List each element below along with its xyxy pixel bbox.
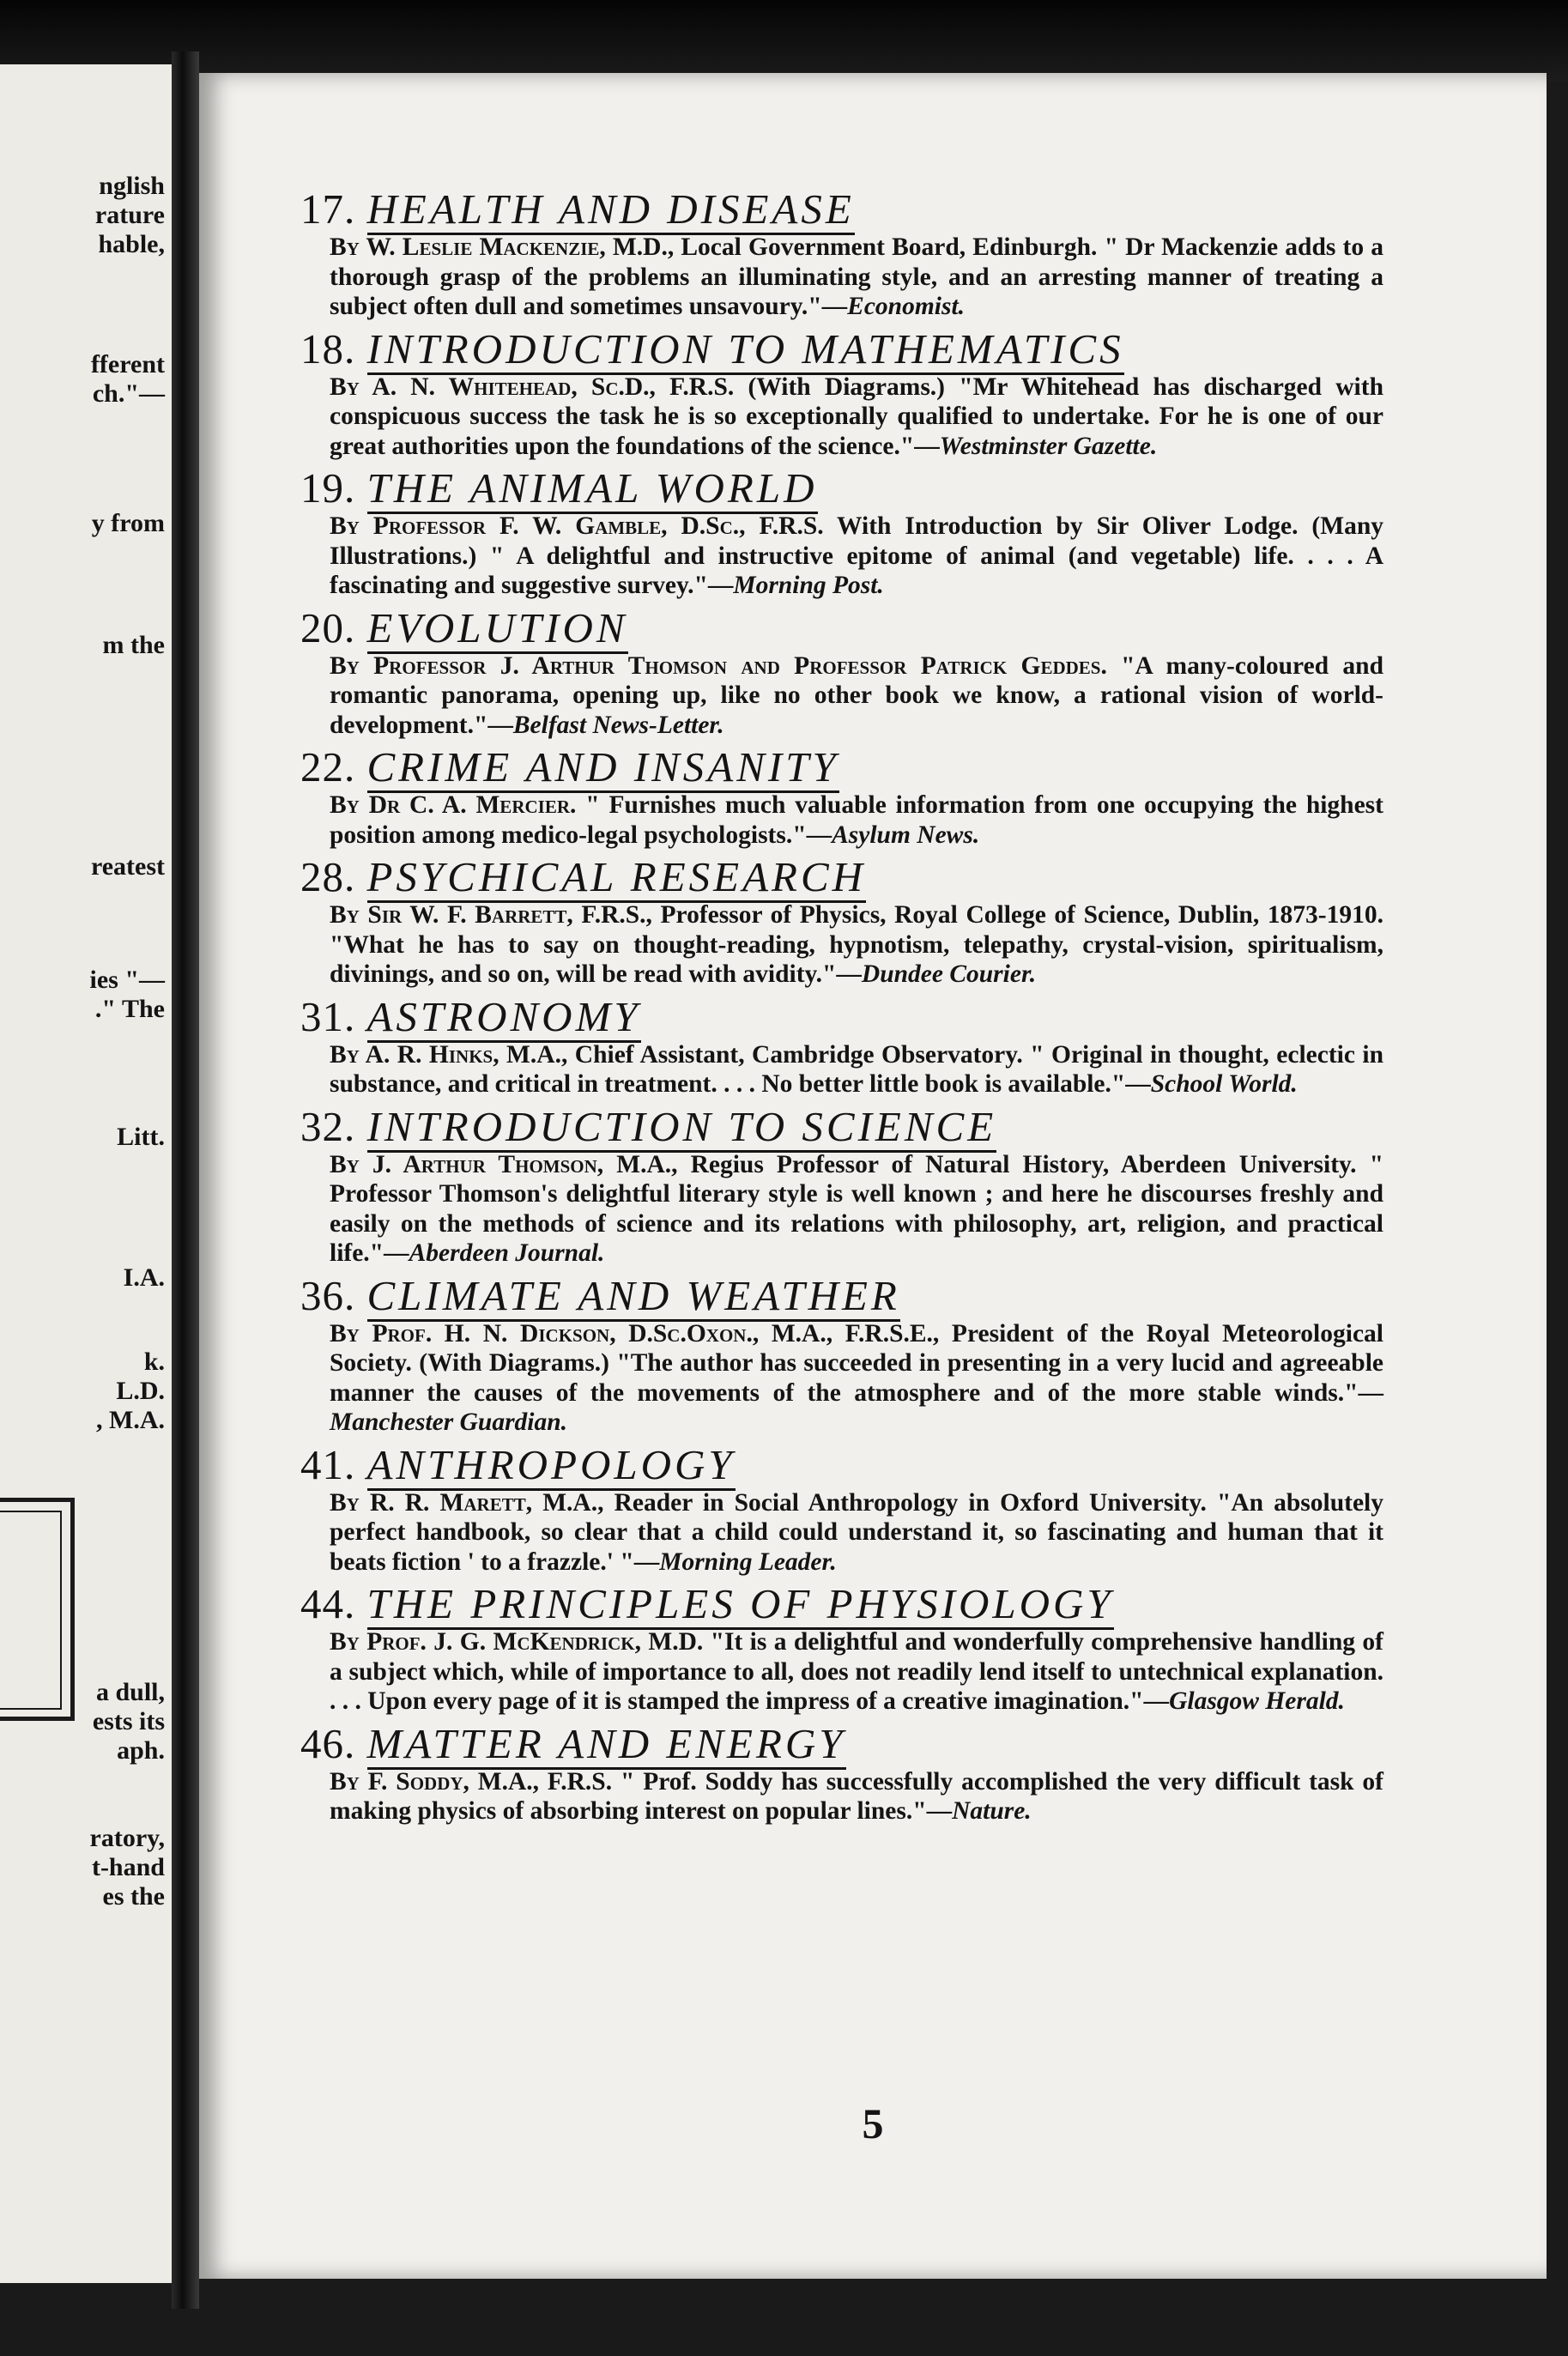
left-page-line: ." The xyxy=(94,995,165,1023)
book-gutter xyxy=(172,51,199,2309)
entry-heading xyxy=(300,186,1383,233)
entry-number: 18. xyxy=(300,324,356,372)
left-page-ornament-box xyxy=(0,1498,75,1721)
entry-author: By Prof. H. N. Dickson, D.Sc.Oxon., M.A., F.R.S.E., xyxy=(330,1319,940,1348)
entry-author: By Sir W. F. Barrett, F.R.S., xyxy=(330,901,652,929)
entry-title: PSYCHICAL RESEARCH xyxy=(367,853,867,903)
entry-description xyxy=(330,1627,1383,1717)
catalogue-entry xyxy=(300,1581,1383,1717)
left-page-line: y from xyxy=(91,509,165,537)
entry-author: By F. Soddy, M.A., F.R.S. xyxy=(330,1767,613,1796)
entry-review-source: School World. xyxy=(1150,1070,1298,1098)
left-page-line: ests its xyxy=(92,1707,165,1735)
catalogue-entry xyxy=(300,326,1383,462)
entry-review-text: Professor of Physics, Royal College of Science, Dublin, 1873-1910. "What he has to say on thought-reading, hypnotism, telepathy, crystal-vision, spiritualism, divinings, and so on, will be read with avidity."— xyxy=(330,901,1383,988)
entry-heading xyxy=(300,1104,1383,1150)
entry-description xyxy=(330,1488,1383,1578)
left-page-line: m the xyxy=(102,631,165,659)
entry-number: 28. xyxy=(300,853,356,900)
entry-number: 36. xyxy=(300,1271,356,1319)
catalogue-entry xyxy=(300,605,1383,741)
entry-author: By Professor F. W. Gamble, D.Sc., F.R.S. xyxy=(330,512,824,540)
left-page-ornament-inner xyxy=(0,1511,62,1710)
entry-heading xyxy=(300,465,1383,512)
entry-title: CRIME AND INSANITY xyxy=(367,743,839,793)
entry-review-text: "It is a delightful and wonderfully comprehensive handling of a subject which, while of importance to all, does not readily lend itself to untechnical explanation. . . . Upon every page of it is stamped the impress of a creative imagination."— xyxy=(330,1628,1383,1715)
entry-description xyxy=(330,651,1383,741)
catalogue-entry xyxy=(300,186,1383,322)
left-page-line: reatest xyxy=(90,852,165,881)
entry-heading xyxy=(300,994,1383,1040)
entry-number: 22. xyxy=(300,743,356,790)
entry-review-text: With Introduction by Sir Oliver Lodge. (Many Illustrations.) " A delightful and instructive epitome of animal (and vegetable) life. . . . A fascinating and suggestive survey."— xyxy=(330,512,1383,599)
catalogue-entry xyxy=(300,994,1383,1099)
entry-description xyxy=(330,372,1383,462)
catalogue-entry xyxy=(300,854,1383,990)
entry-review-source: Asylum News. xyxy=(832,821,980,849)
left-page-line: Litt. xyxy=(117,1123,165,1151)
entry-title: ASTRONOMY xyxy=(367,993,641,1043)
entry-review-text: "A many-coloured and romantic panorama, opening up, like no other book we know, a rational vision of world-development."— xyxy=(330,651,1383,739)
left-page-line: a dull, xyxy=(95,1678,165,1706)
entry-author: By Prof. J. G. McKendrick, M.D. xyxy=(330,1628,704,1656)
entry-description xyxy=(330,233,1383,322)
left-page-line: es the xyxy=(102,1882,165,1911)
entry-description xyxy=(330,900,1383,990)
entry-heading xyxy=(300,854,1383,900)
left-page-line: L.D. xyxy=(116,1377,165,1405)
entry-review-source: Manchester Guardian. xyxy=(330,1408,568,1436)
left-page-line: rature xyxy=(94,201,165,229)
left-page-line: ratory, xyxy=(89,1824,165,1852)
entry-heading xyxy=(300,744,1383,790)
entry-title: INTRODUCTION TO SCIENCE xyxy=(367,1103,997,1153)
entry-heading xyxy=(300,1273,1383,1319)
catalogue-entry xyxy=(300,1273,1383,1438)
entry-author: By Dr C. A. Mercier. xyxy=(330,791,577,819)
entry-review-source: Glasgow Herald. xyxy=(1169,1687,1345,1715)
entry-review-text: " Prof. Soddy has successfully accomplished the very difficult task of making physics of absorbing interest on popular lines."— xyxy=(330,1767,1383,1825)
entry-review-text: President of the Royal Meteorological Society. (With Diagrams.) "The author has succeeded in presenting in a very lucid and agreeable manner the causes of the movements of the atmosphere and of the more stable winds."— xyxy=(330,1319,1383,1407)
entry-review-source: Economist. xyxy=(847,293,966,320)
entry-description xyxy=(330,790,1383,850)
entry-review-text: Reader in Social Anthropology in Oxford University. "An absolutely perfect handbook, so clear that a child could understand it, so fascinating and human that it beats fiction ' to a frazzle.' "— xyxy=(330,1488,1383,1576)
entry-title: THE PRINCIPLES OF PHYSIOLOGY xyxy=(367,1580,1114,1630)
entry-author: By A. R. Hinks, M.A., xyxy=(330,1040,568,1069)
entry-number: 44. xyxy=(300,1580,356,1627)
entry-heading xyxy=(300,1442,1383,1488)
entry-heading xyxy=(300,605,1383,651)
entry-title: HEALTH AND DISEASE xyxy=(367,185,855,235)
left-page-line: ch."— xyxy=(92,379,165,408)
left-page-fragment xyxy=(0,64,172,2283)
entry-review-source: Dundee Courier. xyxy=(861,960,1037,988)
entry-author: By J. Arthur Thomson, M.A., xyxy=(330,1150,678,1178)
left-page-line: ies "— xyxy=(89,966,165,994)
entry-review-source: Belfast News-Letter. xyxy=(512,711,724,739)
entry-title: ANTHROPOLOGY xyxy=(367,1441,736,1491)
catalogue-entry xyxy=(300,465,1383,601)
entry-number: 32. xyxy=(300,1102,356,1150)
entry-review-source: Westminster Gazette. xyxy=(939,432,1158,460)
entry-number: 20. xyxy=(300,603,356,651)
catalogue-entry xyxy=(300,1442,1383,1578)
entry-review-source: Aberdeen Journal. xyxy=(409,1239,605,1267)
entry-number: 31. xyxy=(300,992,356,1040)
entry-author: By W. Leslie Mackenzie, M.D., xyxy=(330,233,675,261)
entry-heading xyxy=(300,1721,1383,1767)
entry-heading xyxy=(300,1581,1383,1627)
left-page-line: fferent xyxy=(90,350,165,379)
left-page-line: hable, xyxy=(98,230,165,258)
entry-number: 17. xyxy=(300,185,356,233)
catalogue-entry xyxy=(300,1721,1383,1826)
left-page-line: aph. xyxy=(117,1736,165,1765)
entry-description xyxy=(330,1150,1383,1269)
entry-description xyxy=(330,1040,1383,1099)
scan-top-edge xyxy=(0,0,1568,82)
catalogue-entry xyxy=(300,744,1383,850)
entry-title: MATTER AND ENERGY xyxy=(367,1720,846,1770)
entry-title: INTRODUCTION TO MATHEMATICS xyxy=(367,325,1124,375)
entry-review-text: Regius Professor of Natural History, Aberdeen University. " Professor Thomson's delightful literary style is well known ; and here he discourses freshly and easily on the methods of science and its relations with philosophy, art, religion, and practical life."— xyxy=(330,1150,1384,1267)
entry-title: CLIMATE AND WEATHER xyxy=(367,1272,900,1322)
left-page-line: I.A. xyxy=(123,1263,165,1292)
entry-description xyxy=(330,512,1383,601)
entry-author: By R. R. Marett, M.A., xyxy=(330,1488,604,1517)
entry-review-source: Morning Leader. xyxy=(659,1547,837,1576)
entry-number: 46. xyxy=(300,1719,356,1767)
catalogue-list xyxy=(300,186,1383,1831)
left-page-line: t-hand xyxy=(91,1853,165,1881)
entry-heading xyxy=(300,326,1383,372)
entry-author: By A. N. Whitehead, Sc.D., F.R.S. xyxy=(330,372,735,401)
entry-review-text: (With Diagrams.) "Mr Whitehead has discharged with conspicuous success the task he is so exceptionally qualified to undertake. For he is one of our great authorities upon the foundations of the science."— xyxy=(330,372,1383,460)
left-page-line: nglish xyxy=(99,172,165,200)
entry-review-text: Local Government Board, Edinburgh. " Dr Mackenzie adds to a thorough grasp of the problems an illuminating style, and an arresting manner of treating a subject often dull and sometimes unsavoury."— xyxy=(330,233,1383,320)
entry-number: 19. xyxy=(300,464,356,512)
entry-author: By Professor J. Arthur Thomson and Professor Patrick Geddes. xyxy=(330,651,1107,680)
entry-review-source: Nature. xyxy=(952,1797,1032,1825)
entry-review-source: Morning Post. xyxy=(733,572,884,599)
entry-review-text: " Furnishes much valuable information from one occupying the highest position among medico-legal psychologists."— xyxy=(330,791,1383,849)
entry-title: EVOLUTION xyxy=(367,604,628,654)
entry-description xyxy=(330,1319,1383,1438)
left-page-line: , M.A. xyxy=(96,1406,165,1434)
entry-number: 41. xyxy=(300,1440,356,1488)
entry-description xyxy=(330,1767,1383,1826)
book-page xyxy=(199,73,1547,2279)
page-number: 5 xyxy=(862,2099,884,2147)
entry-review-text: Chief Assistant, Cambridge Observatory. " Original in thought, eclectic in substance, and critical in treatment. . . . No better little book is available."— xyxy=(330,1040,1383,1098)
entry-title: THE ANIMAL WORLD xyxy=(367,464,818,514)
left-page-line: k. xyxy=(143,1348,165,1376)
catalogue-entry xyxy=(300,1104,1383,1269)
